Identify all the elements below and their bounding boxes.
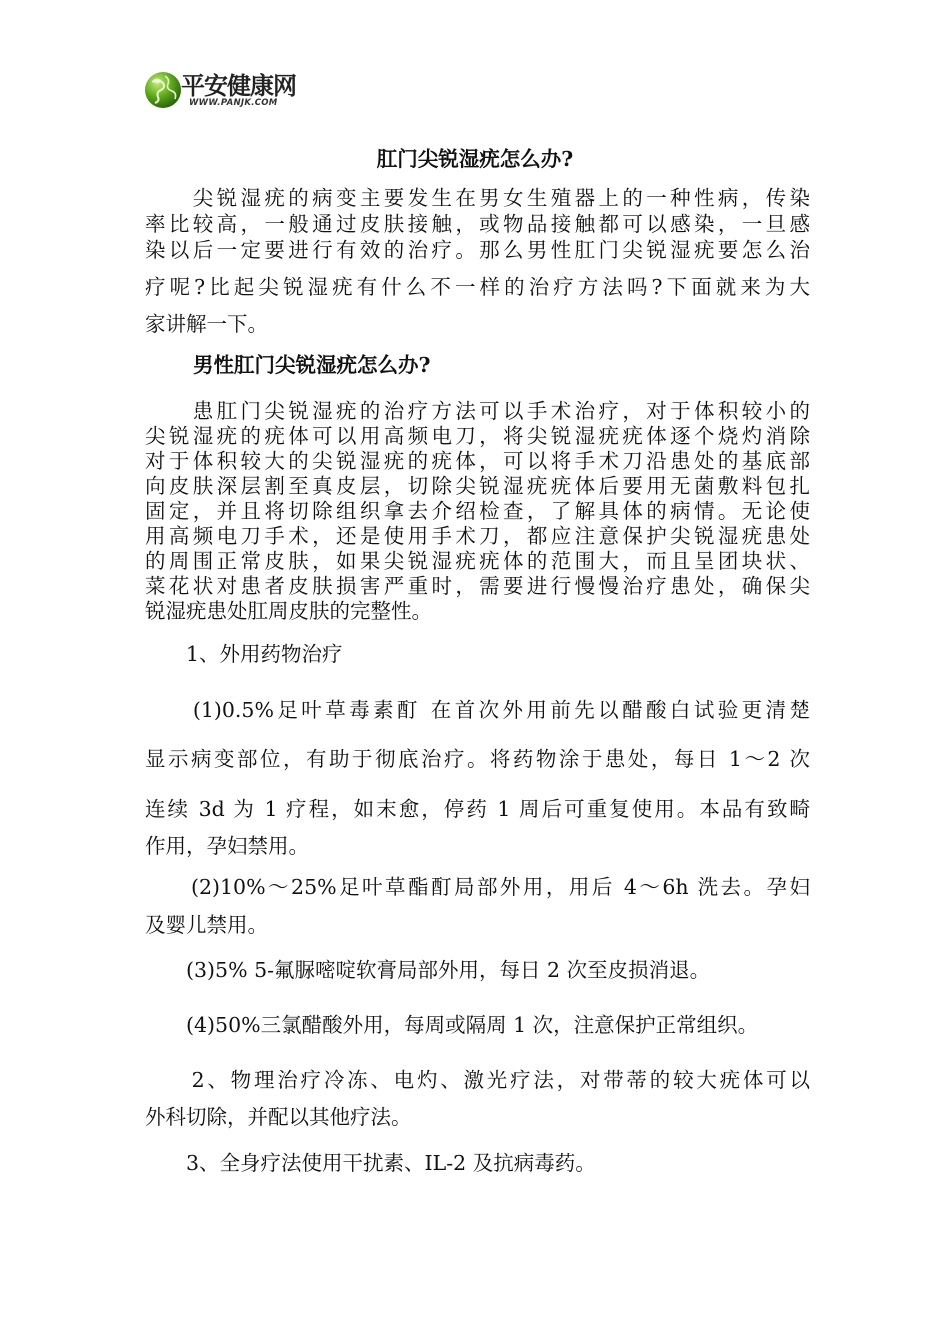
section-physical-line: 外科切除，并配以其他疗法。 [145,1105,412,1129]
treatment-item-line: 连续 3d 为 1 疗程，如末愈，停药 1 周后可重复使用。本品有致畸 [145,797,810,821]
body-line: 患肛门尖锐湿疣的治疗方法可以手术治疗，对于体积较小的 [145,399,810,423]
intro-line: 染以后一定要进行有效的治疗。那么男性肛门尖锐湿疣要怎么治 [145,238,810,262]
intro-line: 家讲解一下。 [145,312,268,336]
body-line: 向皮肤深层割至真皮层，切除尖锐湿疣疣体后要用无菌敷料包扎 [145,474,810,498]
body-line: 菜花状对患者皮肤损害严重时，需要进行慢慢治疗患处，确保尖 [145,574,810,598]
treatment-item-line: (2)10%～25%足叶草酯酊局部外用，用后 4～6h 洗去。孕妇 [145,875,810,899]
page-title: 肛门尖锐湿疣怎么办? [376,147,574,171]
section-heading-topical: 1、外用药物治疗 [145,642,343,666]
section-physical-line: 2、物理治疗冷冻、电灼、激光疗法，对带蒂的较大疣体可以 [145,1068,810,1092]
body-line: 尖锐湿疣的疣体可以用高频电刀，将尖锐湿疣疣体逐个烧灼消除 [145,424,810,448]
intro-line: 疗呢?比起尖锐湿疣有什么不一样的治疗方法吗?下面就来为大 [145,275,810,299]
body-line: 的周围正常皮肤，如果尖锐湿疣疣体的范围大，而且呈团块状、 [145,549,810,573]
body-line: 用高频电刀手术，还是使用手术刀，都应注意保护尖锐湿疣患处 [145,524,810,548]
globe-logo-icon [143,70,183,110]
treatment-item-line: (3)5% 5-氟脲嘧啶软膏局部外用，每日 2 次至皮损消退。 [145,958,711,982]
logo-name: 平安健康网 [181,72,296,100]
treatment-item-line: (1)0.5%足叶草毒素酊 在首次外用前先以醋酸白试验更清楚 [145,698,810,722]
body-line: 锐湿疣患处肛周皮肤的完整性。 [145,599,432,623]
body-line: 固定，并且将切除组织拿去介绍检查，了解具体的病情。无论使 [145,499,810,523]
intro-line: 率比较高，一般通过皮肤接触，或物品接触都可以感染，一旦感 [145,212,810,236]
intro-line: 尖锐湿疣的病变主要发生在男女生殖器上的一种性病，传染 [145,186,810,210]
treatment-item-line: 及婴儿禁用。 [145,913,268,937]
treatment-item-line: 作用，孕妇禁用。 [145,834,309,858]
logo-url: WWW.PANJK.COM [189,98,278,108]
site-logo [143,70,343,114]
body-line: 对于体积较大的尖锐湿疣的疣体，可以将手术刀沿患处的基底部 [145,449,810,473]
section-subheading: 男性肛门尖锐湿疣怎么办? [193,353,431,377]
section-systemic-line: 3、全身疗法使用干扰素、IL-2 及抗病毒药。 [145,1151,596,1175]
treatment-item-line: (4)50%三氯醋酸外用，每周或隔周 1 次，注意保护正常组织。 [145,1013,759,1037]
treatment-item-line: 显示病变部位，有助于彻底治疗。将药物涂于患处，每日 1～2 次 [145,747,810,771]
